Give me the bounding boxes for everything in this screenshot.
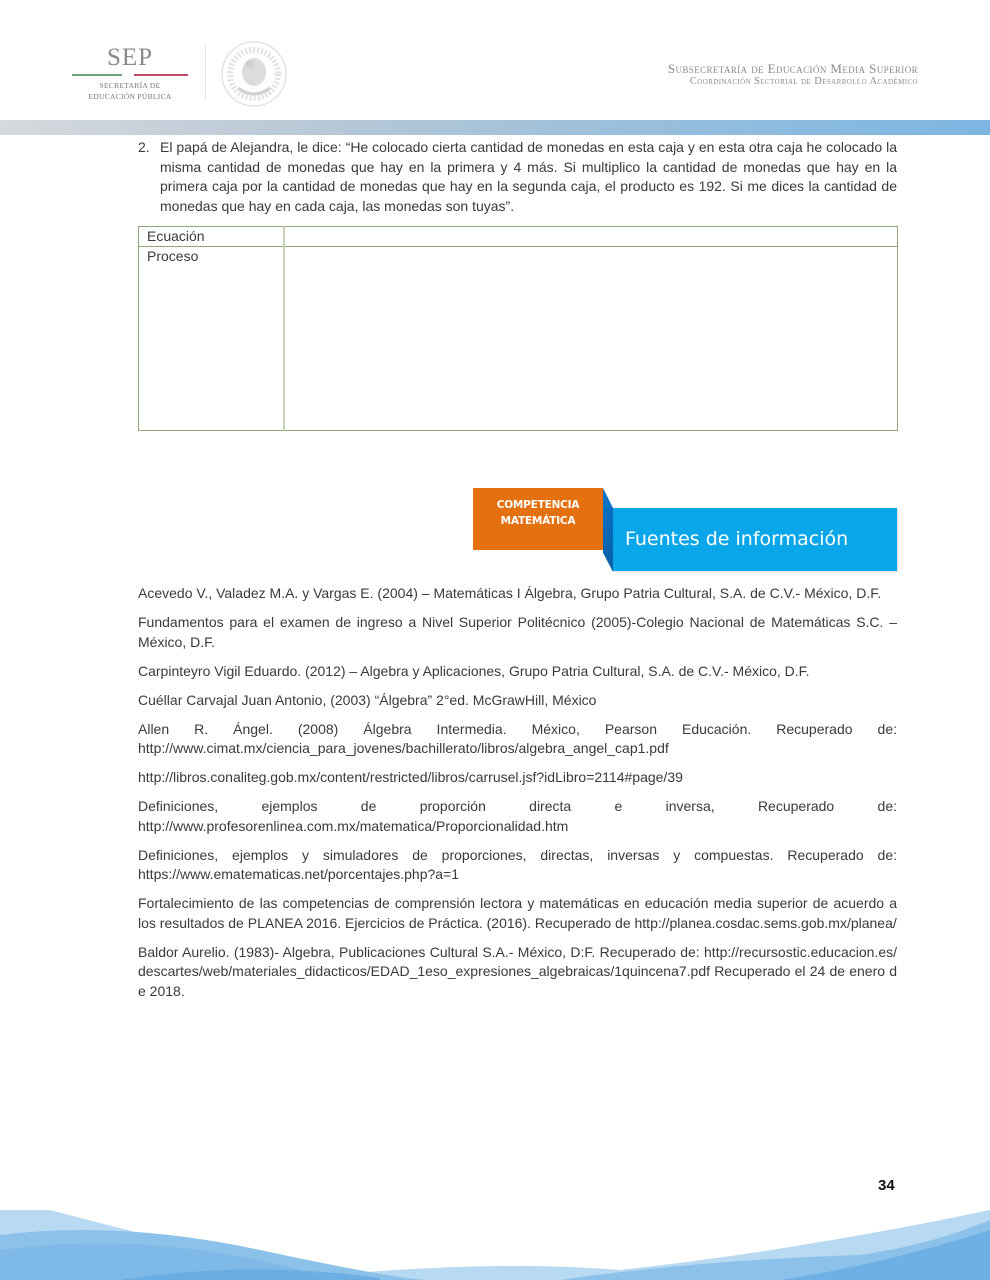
- banner-fold-shadow: [603, 508, 613, 572]
- ecuacion-label: Ecuación: [139, 227, 284, 247]
- header-coordinacion: Coordinación Sectorial de Desarrollo Académico: [689, 76, 918, 87]
- sep-logo-sub-2: EDUCACIÓN PÚBLICA: [88, 92, 172, 101]
- reference-item: Carpinteyro Vigil Eduardo. (2012) – Algebra y Aplicaciones, Grupo Patria Cultural, S.A. de C.V.- México, D.F.: [138, 662, 810, 679]
- reference-item: Allen R. Ángel. (2008) Álgebra Intermedia. México, Pearson Educación. Recuperado de: http://www.cimat.mx/ciencia_para_jovenes/bachillerato/libros/algebra_angel_cap1.pdf: [138, 720, 897, 756]
- reference-item: Definiciones, ejemplos de proporción directa e inversa, Recuperado de: http://www.profesorenlinea.com.mx/matematica/Proporcionalidad.htm: [138, 798, 897, 834]
- page-header: [0, 0, 990, 120]
- sep-logo-rule: [72, 74, 188, 76]
- table-row-proceso: [139, 247, 898, 431]
- sep-logo: [70, 44, 190, 104]
- competencia-tag: [473, 488, 603, 550]
- page-number: 34: [878, 1177, 895, 1194]
- competencia-tag-line2: MATEMÁTICA: [500, 515, 576, 527]
- table-row-ecuacion: [139, 227, 898, 247]
- answer-table: [138, 226, 898, 431]
- reference-link: http://libros.conaliteg.gob.mx/content/restricted/libros/carrusel.jsf?idLibro=2114#page/39: [138, 769, 683, 785]
- ecuacion-field[interactable]: [284, 227, 898, 247]
- question-item: [138, 138, 897, 216]
- header-subsecretaria: Subsecretaría de Educación Media Superior: [667, 61, 918, 76]
- header-gradient-bar: [0, 120, 990, 135]
- mexico-seal-icon: [220, 40, 288, 108]
- question-block: [138, 138, 897, 216]
- question-number: 2.: [138, 139, 150, 155]
- proceso-field[interactable]: [284, 247, 898, 431]
- sep-logo-text: SEP: [106, 44, 154, 71]
- question-text: El papá de Alejandra, le dice: “He colocado cierta cantidad de monedas en esta caja y en esta otra caja he colocado la misma cantidad de monedas que hay en la primera y 4 más. Si multiplico la cantidad de monedas que hay en la primera caja por la cantidad de monedas que hay en la segunda caja, el producto es 192. Si me dices la cantidad de monedas que hay en cada caja, las monedas son tuyas”.: [160, 139, 897, 214]
- section-title: Fuentes de información: [613, 508, 897, 571]
- reference-item: Fundamentos para el examen de ingreso a Nivel Superior Politécnico (2005)-Colegio Nacional de Matemáticas S.C. – México, D.F.: [138, 614, 897, 650]
- reference-item: Cuéllar Carvajal Juan Antonio, (2003) “Álgebra” 2°ed. McGrawHill, México: [138, 691, 597, 708]
- proceso-label: Proceso: [139, 247, 284, 431]
- header-institution: [668, 62, 918, 88]
- banner-fold: [603, 488, 613, 508]
- competencia-tag-line1: COMPETENCIA: [496, 499, 580, 511]
- reference-item: Acevedo V., Valadez M.A. y Vargas E. (2004) – Matemáticas I Álgebra, Grupo Patria Cultural, S.A. de C.V.- México, D.F.: [138, 585, 882, 601]
- references-list: [138, 584, 897, 1011]
- reference-item: Baldor Aurelio. (1983)- Algebra, Publicaciones Cultural S.A.- México, D:F. Recuperado de: http://recursostic.educacion.es/descartes/web/materiales_didacticos/EDAD_1eso_expresiones_algebraicas/1quincena7.pdf Recuperado el 24 de enero de 2018.: [138, 943, 897, 999]
- logo-divider: [205, 45, 206, 100]
- reference-item: Fortalecimiento de las competencias de comprensión lectora y matemáticas en educación media superior de acuerdo a los resultados de PLANEA 2016. Ejercicios de Práctica. (2016). Recuperado de http://planea.cosdac.sems.gob.mx/planea/: [138, 895, 897, 931]
- sep-logo-sub-1: SECRETARÍA DE: [99, 81, 161, 90]
- footer-wave-decoration: [0, 1190, 990, 1280]
- section-banner: [473, 488, 897, 572]
- reference-item: Definiciones, ejemplos y simuladores de proporciones, directas, inversas y compuestas. Recuperado de: https://www.ematematicas.net/porcentajes.php?a=1: [138, 846, 897, 882]
